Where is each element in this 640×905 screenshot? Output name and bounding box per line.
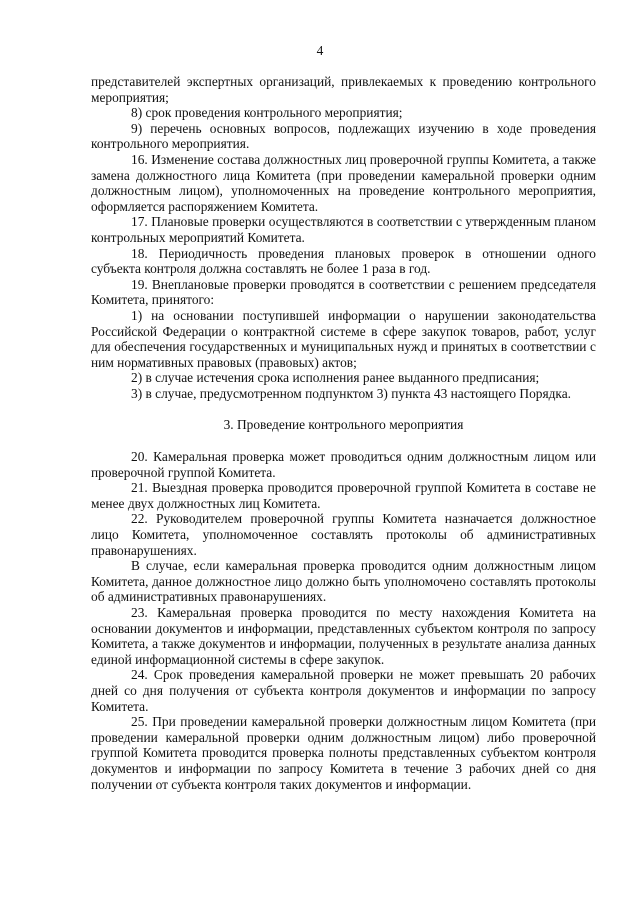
- paragraph: В случае, если камеральная проверка проводится одним должностным лицом Комитета, данное должностное лицо должно быть уполномочено составлять протоколы об административных правонарушениях.: [91, 558, 596, 605]
- document-body: [91, 74, 596, 792]
- paragraph: 24. Срок проведения камеральной проверки не может превышать 20 рабочих дней со дня получения от субъекта контроля документов и информации по запросу Комитета.: [91, 667, 596, 714]
- paragraph: 21. Выездная проверка проводится проверочной группой Комитета в составе не менее двух должностных лиц Комитета.: [91, 480, 596, 511]
- paragraph: 3) в случае, предусмотренном подпунктом 3) пункта 43 настоящего Порядка.: [131, 385, 572, 401]
- paragraph: 1) на основании поступившей информации о нарушении законодательства Российской Федерации о контрактной системе в сфере закупок товаров, работ, услуг для обеспечения государственных и муниципальных нужд и принятых в соответствии с ним нормативных правовых (правовых) актов;: [91, 307, 596, 370]
- paragraph: 9) перечень основных вопросов, подлежащих изучению в ходе проведения контрольного мероприятия.: [91, 120, 596, 152]
- paragraph: 16. Изменение состава должностных лиц проверочной группы Комитета, а также замена должностного лица Комитета (при проведении камеральной проверки одним должностным лицом), уполномоченных на проведение контрольного мероприятия, оформляется распоряжением Комитета.: [91, 151, 596, 214]
- paragraph: 18. Периодичность проведения плановых проверок в отношении одного субъекта контроля должна составлять не более 1 раза в год.: [91, 245, 596, 277]
- paragraph: 17. Плановые проверки осуществляются в соответствии с утвержденным планом контрольных мероприятий Комитета.: [91, 214, 596, 245]
- section-heading: 3. Проведение контрольного мероприятия: [223, 417, 464, 433]
- paragraph: 25. При проведении камеральной проверки должностным лицом Комитета (при проведении камеральной проверки одним должностным лицом) либо проверочной группой Комитета проводится проверка полноты представленных субъектом контроля документов и информации по запросу Комитета в течение 3 рабочих дней со дня получении от субъекта контроля таких документов и информации.: [91, 714, 596, 792]
- page-number: 4: [316, 43, 324, 58]
- paragraph: представителей экспертных организаций, привлекаемых к проведению контрольного мероприятия;: [91, 74, 596, 105]
- paragraph: 2) в случае истечения срока исполнения ранее выданного предписания;: [131, 370, 540, 386]
- paragraph: 8) срок проведения контрольного мероприятия;: [131, 105, 403, 121]
- paragraph: 20. Камеральная проверка может проводиться одним должностным лицом или проверочной группой Комитета.: [91, 449, 596, 480]
- paragraph: 19. Внеплановые проверки проводятся в соответствии с решением председателя Комитета, принятого:: [91, 276, 596, 308]
- paragraph: 23. Камеральная проверка проводится по месту нахождения Комитета на основании документов и информации, представленных субъектом контроля по запросу Комитета, а также документов и информации, полученных в результате анализа данных единой информационной системы в сфере закупок.: [91, 605, 596, 667]
- paragraph: 22. Руководителем проверочной группы Комитета назначается должностное лицо Комитета, уполномоченное составлять протоколы об административных правонарушениях.: [91, 511, 596, 558]
